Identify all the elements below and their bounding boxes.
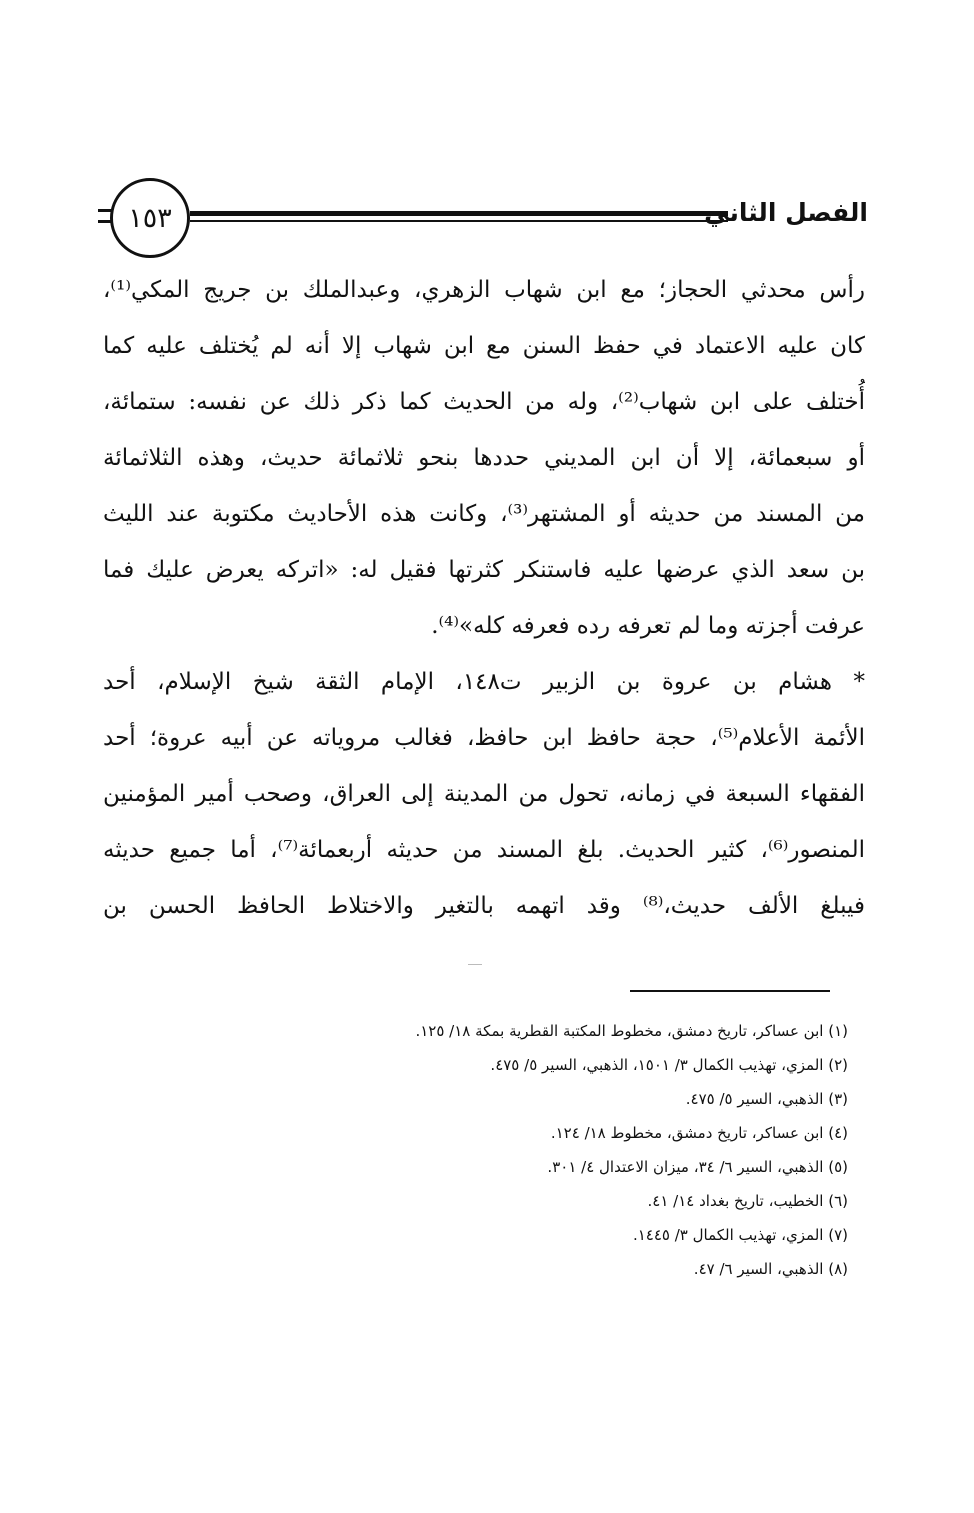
text-line: * هشام بن عروة بن الزبير ت١٤٨، الإمام الثقة شيخ الإسلام، أحد [103, 669, 865, 695]
footnote: (٢) المزي، تهذيب الكمال ٣/ ١٥٠١، الذهبي، السير ٥/ ٤٧٥. [490, 1056, 848, 1074]
page-number-circle [110, 178, 190, 258]
scan-mark [468, 964, 482, 965]
header-rule-thin [190, 220, 728, 222]
header-rule-thick [190, 211, 728, 216]
text-line: أو سبعمائة، إلا أن ابن المديني حددها بنحو ثلاثمائة حديث، وهذه الثلاثمائة [103, 445, 865, 471]
footnote: (٤) ابن عساكر، تاريخ دمشق، مخطوط ١٨/ ١٢٤. [550, 1124, 848, 1142]
text-line: المنصور⁽⁶⁾، كثير الحديث. بلغ المسند من حديثه أربعمائة⁽⁷⁾، أما جميع حديثه [103, 837, 865, 863]
footnote-separator [630, 990, 830, 992]
text-line: رأس محدثي الحجاز؛ مع ابن شهاب الزهري، وعبدالملك بن جريج المكي⁽¹⁾، [103, 277, 865, 303]
text-line: فيبلغ الألف حديث،⁽⁸⁾ وقد اتهمه بالتغير والاختلاط الحافظ الحسن بن [103, 893, 865, 919]
text-line: من المسند من حديثه أو المشتهر⁽³⁾، وكانت هذه الأحاديث مكتوبة عند الليث [103, 501, 865, 527]
footnote: (٣) الذهبي، السير ٥/ ٤٧٥. [685, 1090, 848, 1108]
text-line: الأئمة الأعلام⁽⁵⁾، حجة حافظ ابن حافظ، فغالب مروياته عن أبيه عروة؛ أحد [103, 725, 865, 751]
page-number: ١٥٣ [128, 202, 172, 234]
footnote: (٨) الذهبي، السير ٦/ ٤٧. [693, 1260, 848, 1278]
text-line: الفقهاء السبعة في زمانه، تحول من المدينة إلى العراق، وصحب أمير المؤمنين [103, 781, 865, 807]
footnote: (١) ابن عساكر، تاريخ دمشق، مخطوط المكتبة القطرية بمكة ١٨/ ١٢٥. [415, 1022, 848, 1040]
text-line: كان عليه الاعتماد في حفظ السنن مع ابن شهاب إلا أنه لم يُختلف عليه كما [103, 333, 865, 359]
chapter-title: الفصل الثاني [704, 198, 868, 227]
footnote: (٧) المزي، تهذيب الكمال ٣/ ١٤٤٥. [632, 1226, 848, 1244]
footnote: (٥) الذهبي، السير ٦/ ٣٤، ميزان الاعتدال ٤/ ٣٠١. [547, 1158, 848, 1176]
page-header [98, 178, 868, 262]
text-line: أُختلف على ابن شهاب⁽²⁾، وله من الحديث كما ذكر ذلك عن نفسه: ستمائة، [103, 389, 865, 415]
footnote: (٦) الخطيب، تاريخ بغداد ١٤/ ٤١. [647, 1192, 848, 1210]
main-text [103, 262, 865, 934]
footnotes [300, 1014, 848, 1286]
text-line: عرفت أجزته وما لم تعرفه رده فعرفه كله»⁽⁴⁾. [431, 613, 865, 639]
text-line: بن سعد الذي عرضها عليه فاستنكر كثرتها فقيل له: «اتركه يعرض عليك فما [103, 557, 865, 583]
